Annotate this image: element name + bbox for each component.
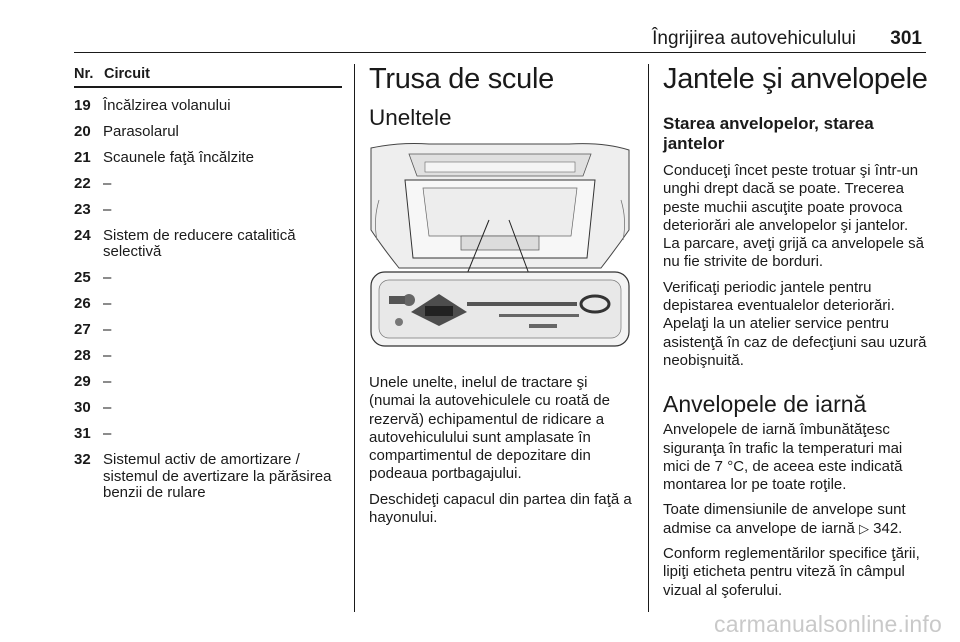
column-header-number: Nr. [74, 66, 94, 82]
subsection-heading: Starea anvelopelor, starea jantelor [663, 114, 874, 153]
fuse-number: 24 [74, 226, 91, 244]
wheels-paragraph: Verificaţi periodic jantele pentru depistarea eventualelor deteriorări. Apelaţi la un atelier service pentru asistenţă în caz de defecţiuni sau uzură neobişnuită. [663, 278, 927, 369]
circuit-name: – [103, 200, 112, 218]
circuit-name: – [103, 347, 112, 364]
fuse-number: 27 [74, 321, 91, 338]
table-row [74, 322, 342, 339]
winter-paragraph-text: Toate dimensiunile de anvelope sunt admise ca anvelope de iarnă [663, 501, 906, 537]
table-row [74, 374, 342, 391]
header-title: Îngrijirea autovehiculului [652, 28, 856, 49]
wheels-paragraph: Conduceţi încet peste trotuar şi într-un unghi drept dacă se poate. Trecerea peste muchii ascuţite poate provoca deteriorări ale anvelopelor şi jantelor. La parcare, aveţi grijă ca anvelopele să nu fie strivite de borduri. [663, 162, 924, 271]
fuse-number: 29 [74, 373, 91, 390]
fuse-table [74, 66, 342, 502]
table-row [74, 202, 342, 219]
tools-paragraph: Unele unelte, inelul de tractare şi (numai la autovehiculele cu roată de rezervă) echipamentul de ridicare a autovehiculului sunt amplasate în compartimentul de depozitare din podeaua portbagajului. [369, 374, 610, 483]
fuse-number: 22 [74, 174, 91, 192]
fuse-number: 32 [74, 451, 91, 468]
circuit-name: Sistem de reducere catalitică selectivă [103, 226, 296, 260]
winter-tyres-heading: Anvelopele de iarnă [663, 391, 867, 418]
fuse-number: 19 [74, 96, 91, 114]
page-number: 301 [890, 28, 922, 49]
tools-paragraph: Deschideţi capacul din partea din faţă a hayonului. [369, 490, 632, 527]
circuit-name: Încălzirea volanului [103, 96, 231, 114]
table-row [74, 400, 342, 417]
fuse-number: 28 [74, 347, 91, 364]
wheels-section [663, 62, 928, 600]
fuse-number: 21 [74, 148, 91, 166]
fuse-number: 26 [74, 295, 91, 312]
table-row [74, 426, 342, 443]
winter-paragraph [663, 501, 928, 538]
circuit-name: Scaunele faţă încălzite [103, 148, 254, 166]
circuit-name: Parasolarul [103, 122, 179, 140]
fuse-number: 30 [74, 399, 91, 416]
column-divider [354, 64, 355, 612]
fuse-number: 23 [74, 200, 91, 218]
page-reference-link[interactable]: 342. [873, 519, 903, 537]
circuit-name: – [103, 269, 112, 286]
table-row [74, 150, 342, 167]
winter-paragraph: Conform reglementărilor specifice ţării, lipiţi eticheta pentru viteză în câmpul vizual al şoferului. [663, 545, 920, 599]
table-row [74, 124, 342, 141]
fuse-number: 31 [74, 425, 91, 442]
table-header [74, 66, 342, 88]
car-trunk-tools-illustration [369, 140, 631, 352]
column-divider [648, 64, 649, 612]
table-row [74, 348, 342, 365]
table-row [74, 270, 342, 287]
circuit-name: – [103, 174, 112, 192]
circuit-name: – [103, 399, 112, 416]
circuit-name: – [103, 425, 112, 442]
tools-section [369, 62, 634, 527]
table-body [74, 98, 342, 502]
circuit-name: Sistemul activ de amortizare / sistemul de avertizare la părăsirea benzii de rulare [103, 451, 332, 501]
circuit-name: – [103, 295, 112, 312]
page-reference-icon: ▷ [858, 520, 869, 536]
table-row [74, 176, 342, 193]
column-header-circuit: Circuit [104, 66, 150, 82]
circuit-name: – [103, 373, 112, 390]
fuse-number: 20 [74, 122, 91, 140]
section-subheading: Uneltele [369, 105, 452, 130]
table-row [74, 452, 342, 502]
winter-paragraph: Anvelopele de iarnă îmbunătăţesc siguranţa în trafic la temperaturi mai mici de 7 °C, de aceea este indicată montarea lor pe toate roţile. [663, 421, 903, 494]
fuse-number: 25 [74, 269, 91, 286]
watermark: carmanualsonline.info [714, 611, 942, 637]
section-heading: Trusa de scule [369, 63, 554, 95]
table-row [74, 296, 342, 313]
section-heading: Jantele şi anvelopele [663, 63, 928, 95]
circuit-name: – [103, 321, 112, 338]
table-row [74, 98, 342, 115]
page-header [74, 26, 926, 53]
table-row [74, 228, 342, 261]
